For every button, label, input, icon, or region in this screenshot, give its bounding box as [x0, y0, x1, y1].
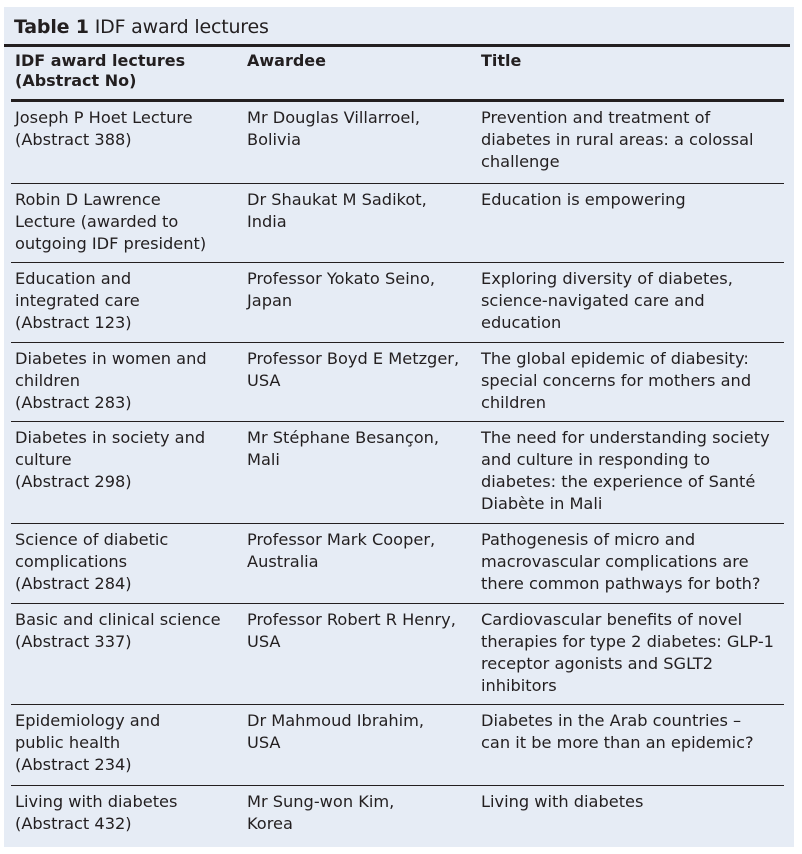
title-cell: Cardiovascular benefits of novel therapies for type 2 diabetes: GLP-1 receptor agonists and SGLT2 inhibitors: [481, 610, 774, 695]
lecture-cell: Basic and clinical science (Abstract 337): [15, 610, 221, 651]
top-rule: [4, 44, 790, 47]
awardee-cell: Mr Stéphane Besançon, Mali: [247, 428, 440, 469]
table-panel: [4, 7, 794, 847]
lecture-cell: Living with diabetes (Abstract 432): [15, 792, 178, 833]
table-caption: [14, 15, 269, 39]
table-label: Table 1: [14, 16, 89, 38]
title-cell: Exploring diversity of diabetes, science-navigated care and education: [481, 269, 733, 332]
awardee-cell: Dr Shaukat M Sadikot, India: [247, 190, 427, 231]
lecture-cell: Diabetes in society and culture (Abstract 298): [15, 428, 206, 491]
awardee-cell: Dr Mahmoud Ibrahim, USA: [247, 711, 425, 752]
title-cell: Prevention and treatment of diabetes in rural areas: a colossal challenge: [481, 108, 754, 171]
table-title: IDF award lectures: [94, 16, 269, 38]
table-row: [11, 786, 784, 846]
title-cell: Diabetes in the Arab countries – can it be more than an epidemic?: [481, 711, 754, 752]
header-awardee: Awardee: [247, 51, 327, 70]
title-cell: Education is empowering: [481, 190, 686, 209]
table-row: [11, 604, 784, 705]
title-cell: Living with diabetes: [481, 792, 644, 811]
awardee-cell: Professor Boyd E Metzger, USA: [247, 349, 460, 390]
lecture-cell: Joseph P Hoet Lecture (Abstract 388): [15, 108, 193, 149]
lecture-cell: Diabetes in women and children (Abstract 283): [15, 349, 207, 412]
table-row: [11, 102, 784, 184]
title-cell: Pathogenesis of micro and macrovascular complications are there common pathways for both?: [481, 530, 761, 593]
awardee-cell: Professor Yokato Seino, Japan: [247, 269, 435, 310]
table-row: [11, 422, 784, 524]
lecture-cell: Epidemiology and public health (Abstract 234): [15, 711, 161, 774]
awardee-cell: Mr Sung-won Kim, Korea: [247, 792, 395, 833]
header-title: Title: [481, 51, 522, 70]
awardee-cell: Professor Mark Cooper, Australia: [247, 530, 436, 571]
table-row: [11, 705, 784, 786]
title-cell: The need for understanding society and culture in responding to diabetes: the experience of Santé Diabète in Mali: [481, 428, 770, 513]
lecture-cell: Education and integrated care (Abstract 123): [15, 269, 140, 332]
table-row: [11, 263, 784, 343]
awardee-cell: Mr Douglas Villarroel, Bolivia: [247, 108, 420, 149]
awardee-cell: Professor Robert R Henry, USA: [247, 610, 456, 651]
title-cell: The global epidemic of diabesity: special concerns for mothers and children: [481, 349, 752, 412]
table-row: [11, 524, 784, 604]
table-row: [11, 184, 784, 263]
table-row: [11, 343, 784, 422]
header-lecture: IDF award lectures (Abstract No): [15, 51, 186, 90]
lecture-cell: Robin D Lawrence Lecture (awarded to outgoing IDF president): [15, 190, 207, 253]
lecture-cell: Science of diabetic complications (Abstract 284): [15, 530, 169, 593]
